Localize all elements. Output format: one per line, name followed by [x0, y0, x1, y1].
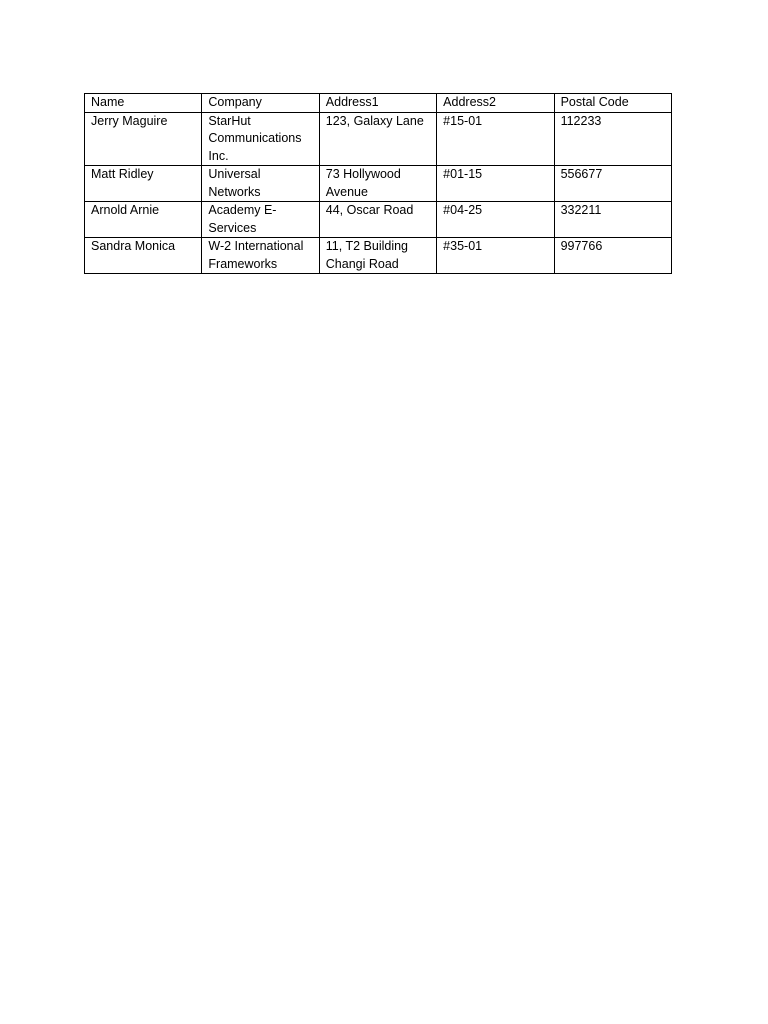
cell-name: Arnold Arnie: [85, 202, 202, 238]
cell-name: Sandra Monica: [85, 238, 202, 274]
cell-address1: 123, Galaxy Lane: [319, 112, 436, 166]
cell-postal-code: 332211: [554, 202, 671, 238]
header-name: Name: [85, 94, 202, 113]
cell-address2: #15-01: [437, 112, 554, 166]
table-row: [85, 238, 672, 274]
header-postal-code: Postal Code: [554, 94, 671, 113]
contacts-table: [84, 93, 672, 274]
cell-address2: #04-25: [437, 202, 554, 238]
cell-address2: #01-15: [437, 166, 554, 202]
cell-address1: 73 Hollywood Avenue: [319, 166, 436, 202]
cell-postal-code: 997766: [554, 238, 671, 274]
cell-address2: #35-01: [437, 238, 554, 274]
table-row: [85, 166, 672, 202]
cell-company: W-2 International Frameworks: [202, 238, 319, 274]
table-row: [85, 112, 672, 166]
table-row: [85, 202, 672, 238]
header-address1: Address1: [319, 94, 436, 113]
cell-address1: 44, Oscar Road: [319, 202, 436, 238]
header-company: Company: [202, 94, 319, 113]
cell-company: Academy E-Services: [202, 202, 319, 238]
cell-company: StarHut Communications Inc.: [202, 112, 319, 166]
table-header-row: [85, 94, 672, 113]
cell-address1: 11, T2 Building Changi Road: [319, 238, 436, 274]
cell-name: Jerry Maguire: [85, 112, 202, 166]
cell-postal-code: 112233: [554, 112, 671, 166]
cell-company: Universal Networks: [202, 166, 319, 202]
cell-postal-code: 556677: [554, 166, 671, 202]
cell-name: Matt Ridley: [85, 166, 202, 202]
header-address2: Address2: [437, 94, 554, 113]
